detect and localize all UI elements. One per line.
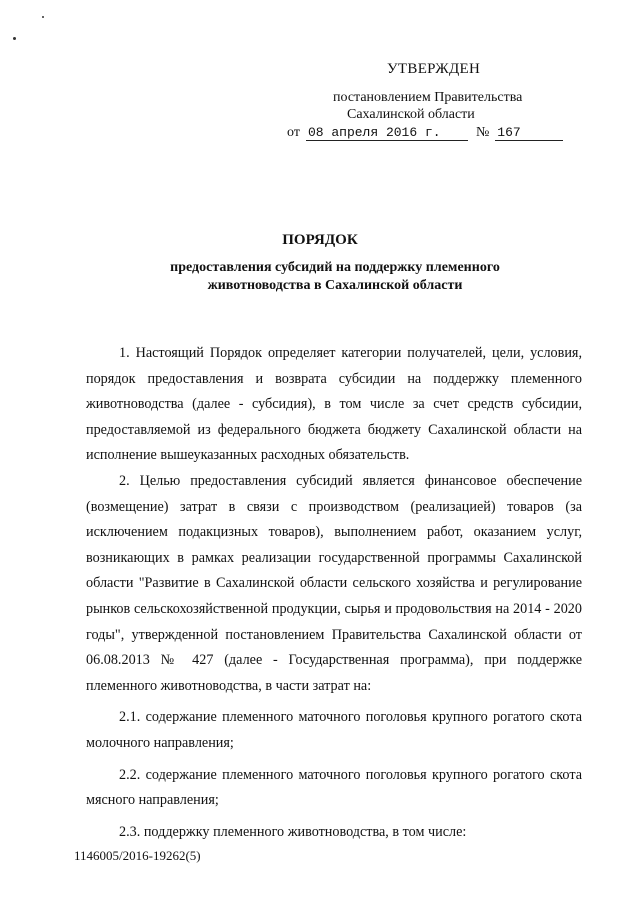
document-body: [86, 341, 582, 845]
approval-date-number-line: [287, 125, 563, 141]
approved-region-line: Сахалинской области: [347, 107, 475, 122]
paragraph-2-3: 2.3. поддержку племенного животноводства, в том числе:: [119, 823, 467, 840]
approval-number: 167: [495, 126, 563, 141]
approved-heading: УТВЕРЖДЕН: [387, 61, 481, 77]
subtitle-line: животноводства в Сахалинской области: [207, 278, 463, 293]
document-title: ПОРЯДОК: [282, 232, 358, 248]
paragraph-2-2: 2.2. содержание племенного маточного поголовья крупного рогатого скота мясного направления;: [86, 766, 582, 809]
document-code: 1146005/2016-19262(5): [74, 848, 201, 863]
from-label: от: [287, 125, 300, 140]
paragraph-2: 2. Целью предоставления субсидий является финансовое обеспечение (возмещение) затрат в связи с производством (реализацией) товаров (за исключением подакцизных товаров), выполнением работ, оказанием услуг, возникающих в рамках реализации государственной программы Сахалинской области "Развитие в Сахалинской области сельского хозяйства и регулирование рынков сельскохозяйственной продукции, сырья и продовольствия на 2014 - 2020 годы", утвержденной постановлением Правительства Сахалинской области от 06.08.2013 № 427 (далее - Государственная программа), при поддержке племенного животноводства, в части затрат на:: [86, 472, 582, 694]
approved-by-line: постановлением Правительства: [333, 90, 523, 105]
paragraph-1: 1. Настоящий Порядок определяет категории получателей, цели, условия, порядок предоставления и возврата субсидии на поддержку племенного животноводства (далее - субсидия), в том числе за счет средств субсидии, предоставляемой из федерального бюджета бюджету Сахалинской области на исполнение вышеуказанных расходных обязательств.: [86, 345, 582, 464]
scan-speck: [42, 16, 44, 18]
document-subtitle: [100, 259, 570, 295]
approval-date: 08 апреля 2016 г.: [306, 126, 468, 141]
scan-speck: [13, 37, 16, 40]
paragraph-2-1: 2.1. содержание племенного маточного поголовья крупного рогатого скота молочного направления;: [86, 709, 582, 751]
subtitle-line: предоставления субсидий на поддержку племенного: [170, 260, 500, 275]
number-label: №: [475, 125, 490, 140]
